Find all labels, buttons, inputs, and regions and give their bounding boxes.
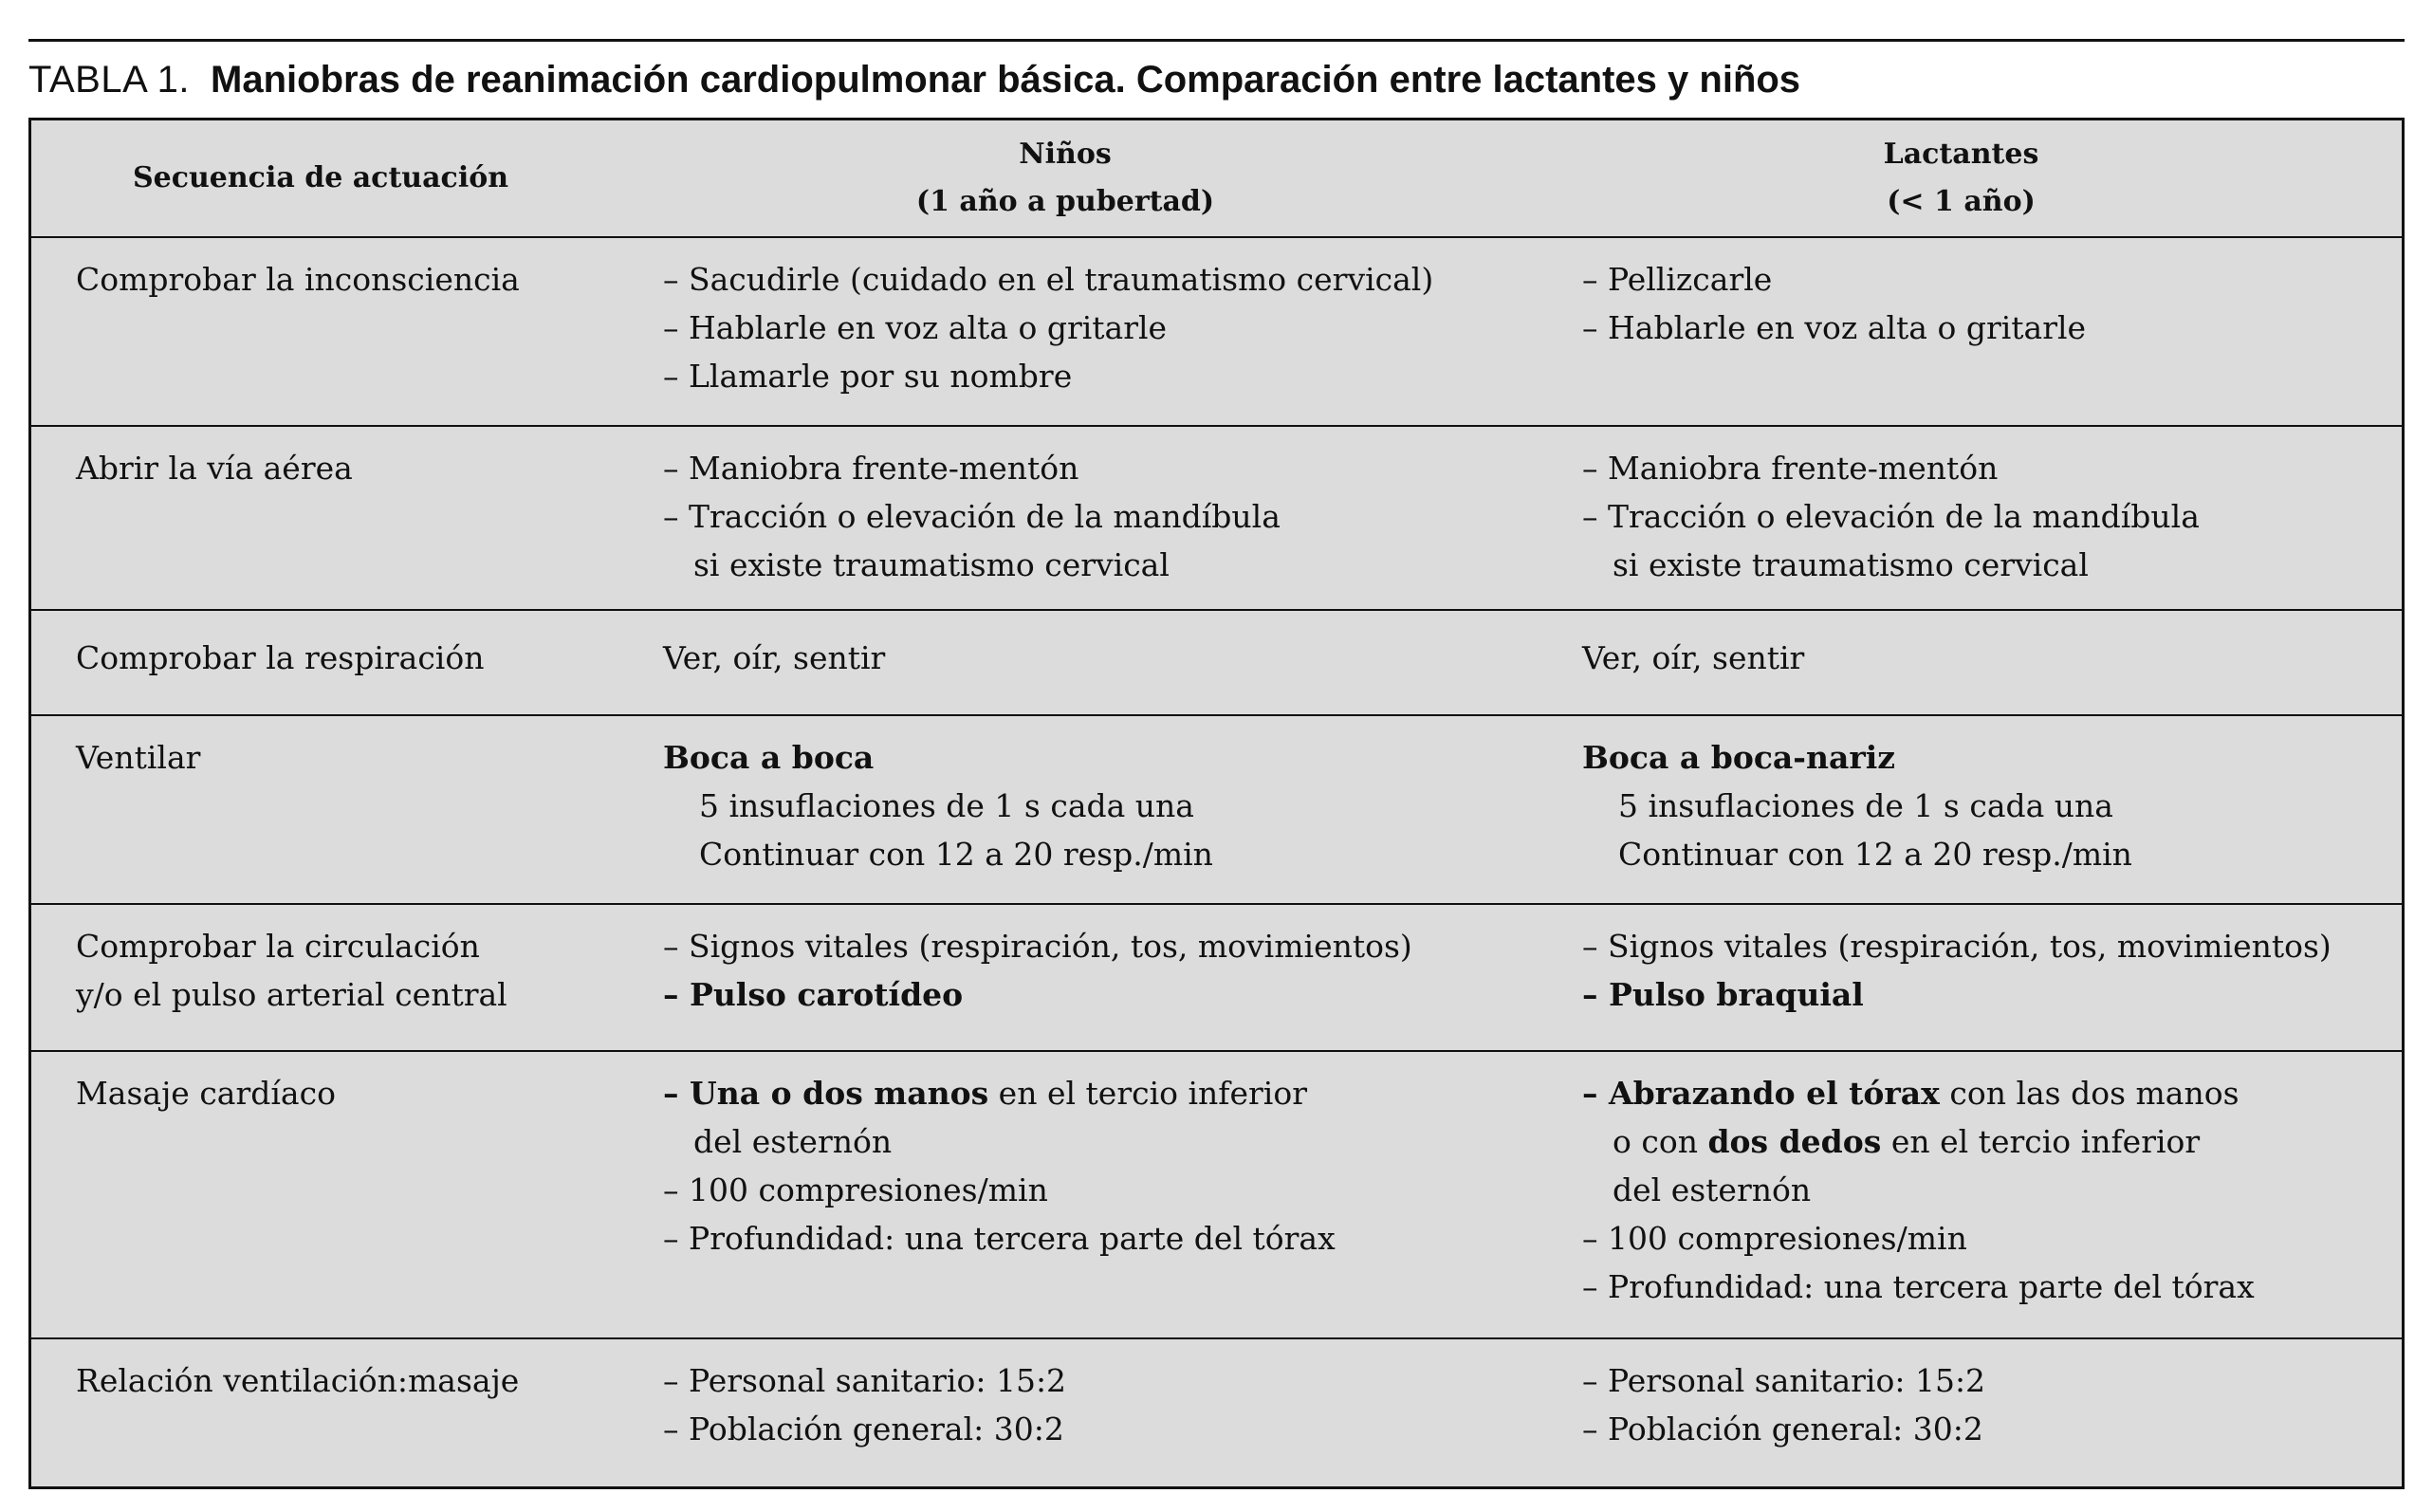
step-label: Masaje cardíaco bbox=[76, 1075, 336, 1112]
step-cell bbox=[76, 444, 353, 492]
ninos-item: – Hablarle en voz alta o gritarle bbox=[663, 309, 1168, 346]
ninos-cell bbox=[663, 444, 1281, 589]
lactantes-cell bbox=[1582, 255, 2086, 352]
ninos-cell bbox=[663, 1356, 1066, 1453]
table-row bbox=[31, 716, 2402, 903]
lactantes-item: – Maniobra frente-mentón bbox=[1582, 450, 1999, 487]
ninos-hands: Una o dos manos bbox=[690, 1075, 989, 1112]
lactantes-cell bbox=[1582, 1069, 2255, 1311]
caption-title: Maniobras de reanimación cardiopulmonar básica. Comparación entre lactantes y niños bbox=[211, 58, 1801, 101]
step-cell bbox=[76, 1069, 336, 1117]
lactantes-item: – Profundidad: una tercera parte del tórax bbox=[1582, 1268, 2255, 1305]
lactantes-cell bbox=[1582, 444, 2200, 589]
step-cell bbox=[76, 733, 200, 782]
lactantes-item: 5 insuflaciones de 1 s cada una bbox=[1618, 787, 2113, 824]
step-cell bbox=[76, 634, 484, 682]
table-row bbox=[31, 611, 2402, 714]
table-row bbox=[31, 1052, 2402, 1337]
lactantes-item: Ver, oír, sentir bbox=[1582, 639, 1805, 676]
header-lactantes bbox=[1521, 120, 2402, 236]
lactantes-item: – 100 compresiones/min bbox=[1582, 1220, 1967, 1257]
ninos-item: del esternón bbox=[693, 1123, 893, 1160]
ninos-cell bbox=[663, 634, 885, 682]
lactantes-item: – Personal sanitario: 15:2 bbox=[1582, 1362, 1986, 1399]
lactantes-cell bbox=[1582, 1356, 1985, 1453]
header-sequence bbox=[31, 120, 610, 236]
step-cell bbox=[76, 922, 507, 1019]
step-label: Comprobar la inconsciencia bbox=[76, 261, 520, 298]
ninos-item: – Profundidad: una tercera parte del tórax bbox=[663, 1220, 1336, 1257]
lactantes-item: – Tracción o elevación de la mandíbula bbox=[1582, 498, 2200, 535]
lactantes-cell bbox=[1582, 634, 1804, 682]
ninos-item: si existe traumatismo cervical bbox=[693, 546, 1170, 583]
ninos-cell bbox=[663, 255, 1433, 400]
header-ninos-title: Niños bbox=[1019, 138, 1112, 171]
lactantes-pulse-dash: – bbox=[1582, 976, 1609, 1013]
lactantes-item: si existe traumatismo cervical bbox=[1613, 546, 2089, 583]
lactantes-hands-dash: – bbox=[1582, 1075, 1609, 1112]
step-cell bbox=[76, 1356, 519, 1405]
caption-label: TABLA 1. bbox=[28, 58, 191, 101]
lactantes-item: – Signos vitales (respiración, tos, movimientos) bbox=[1582, 928, 2332, 965]
lactantes-fingers-pre: o con bbox=[1613, 1123, 1708, 1160]
table-row bbox=[31, 905, 2402, 1050]
ninos-item: 5 insuflaciones de 1 s cada una bbox=[699, 787, 1194, 824]
ninos-item: – Tracción o elevación de la mandíbula bbox=[663, 498, 1281, 535]
ninos-item: – Llamarle por su nombre bbox=[663, 358, 1073, 395]
ninos-hands-dash: – bbox=[663, 1075, 690, 1112]
ninos-item: – 100 compresiones/min bbox=[663, 1171, 1048, 1208]
header-lactantes-range: (< 1 año) bbox=[1887, 185, 2036, 218]
header-ninos bbox=[610, 120, 1521, 236]
header-sequence-label: Secuencia de actuación bbox=[132, 161, 509, 194]
header-lactantes-title: Lactantes bbox=[1883, 138, 2039, 171]
ninos-item: – Sacudirle (cuidado en el traumatismo cervical) bbox=[663, 261, 1434, 298]
step-label: y/o el pulso arterial central bbox=[76, 976, 507, 1013]
lactantes-method: Boca a boca-nariz bbox=[1582, 739, 1896, 776]
step-label: Relación ventilación:masaje bbox=[76, 1362, 520, 1399]
lactantes-item bbox=[1582, 970, 2332, 1019]
table-header-row bbox=[31, 120, 2402, 236]
table-row bbox=[31, 238, 2402, 425]
ninos-cell bbox=[663, 922, 1412, 1019]
step-cell bbox=[76, 255, 520, 304]
ninos-method: Boca a boca bbox=[663, 739, 875, 776]
step-label: Comprobar la respiración bbox=[76, 639, 485, 676]
lactantes-item: – Pellizcarle bbox=[1582, 261, 1773, 298]
ninos-pulse: Pulso carotídeo bbox=[690, 976, 964, 1013]
table-row bbox=[31, 427, 2402, 609]
step-label: Comprobar la circulación bbox=[76, 928, 480, 965]
table-caption bbox=[28, 49, 1800, 110]
lactantes-hands: Abrazando el tórax bbox=[1609, 1075, 1940, 1112]
lactantes-fingers: dos dedos bbox=[1707, 1123, 1882, 1160]
lactantes-cell bbox=[1582, 922, 2332, 1019]
resuscitation-table bbox=[28, 118, 2405, 1489]
ninos-item bbox=[663, 1069, 1336, 1117]
ninos-item: – Maniobra frente-mentón bbox=[663, 450, 1079, 487]
ninos-hands-rest: en el tercio inferior bbox=[988, 1075, 1308, 1112]
lactantes-cell bbox=[1582, 733, 2132, 878]
lactantes-hands-rest: con las dos manos bbox=[1939, 1075, 2239, 1112]
ninos-item: Continuar con 12 a 20 resp./min bbox=[699, 836, 1213, 873]
lactantes-fingers-rest: en el tercio inferior bbox=[1881, 1123, 2201, 1160]
step-label: Abrir la vía aérea bbox=[76, 450, 353, 487]
ninos-item: Ver, oír, sentir bbox=[663, 639, 886, 676]
top-rule bbox=[28, 39, 2405, 42]
ninos-pulse-dash: – bbox=[663, 976, 690, 1013]
ninos-item: – Población general: 30:2 bbox=[663, 1411, 1064, 1447]
ninos-item: – Signos vitales (respiración, tos, movimientos) bbox=[663, 928, 1412, 965]
lactantes-item: – Hablarle en voz alta o gritarle bbox=[1582, 309, 2087, 346]
lactantes-item: del esternón bbox=[1613, 1171, 1812, 1208]
table-row bbox=[31, 1339, 2402, 1486]
lactantes-pulse: Pulso braquial bbox=[1609, 976, 1864, 1013]
step-label: Ventilar bbox=[76, 739, 201, 776]
ninos-cell bbox=[663, 733, 1213, 878]
lactantes-item: – Población general: 30:2 bbox=[1582, 1411, 1983, 1447]
ninos-item: – Personal sanitario: 15:2 bbox=[663, 1362, 1067, 1399]
lactantes-item: Continuar con 12 a 20 resp./min bbox=[1618, 836, 2132, 873]
lactantes-item bbox=[1582, 1117, 2255, 1166]
ninos-cell bbox=[663, 1069, 1336, 1263]
lactantes-item bbox=[1582, 1069, 2255, 1117]
ninos-item bbox=[663, 970, 1412, 1019]
header-ninos-range: (1 año a pubertad) bbox=[915, 185, 1215, 218]
